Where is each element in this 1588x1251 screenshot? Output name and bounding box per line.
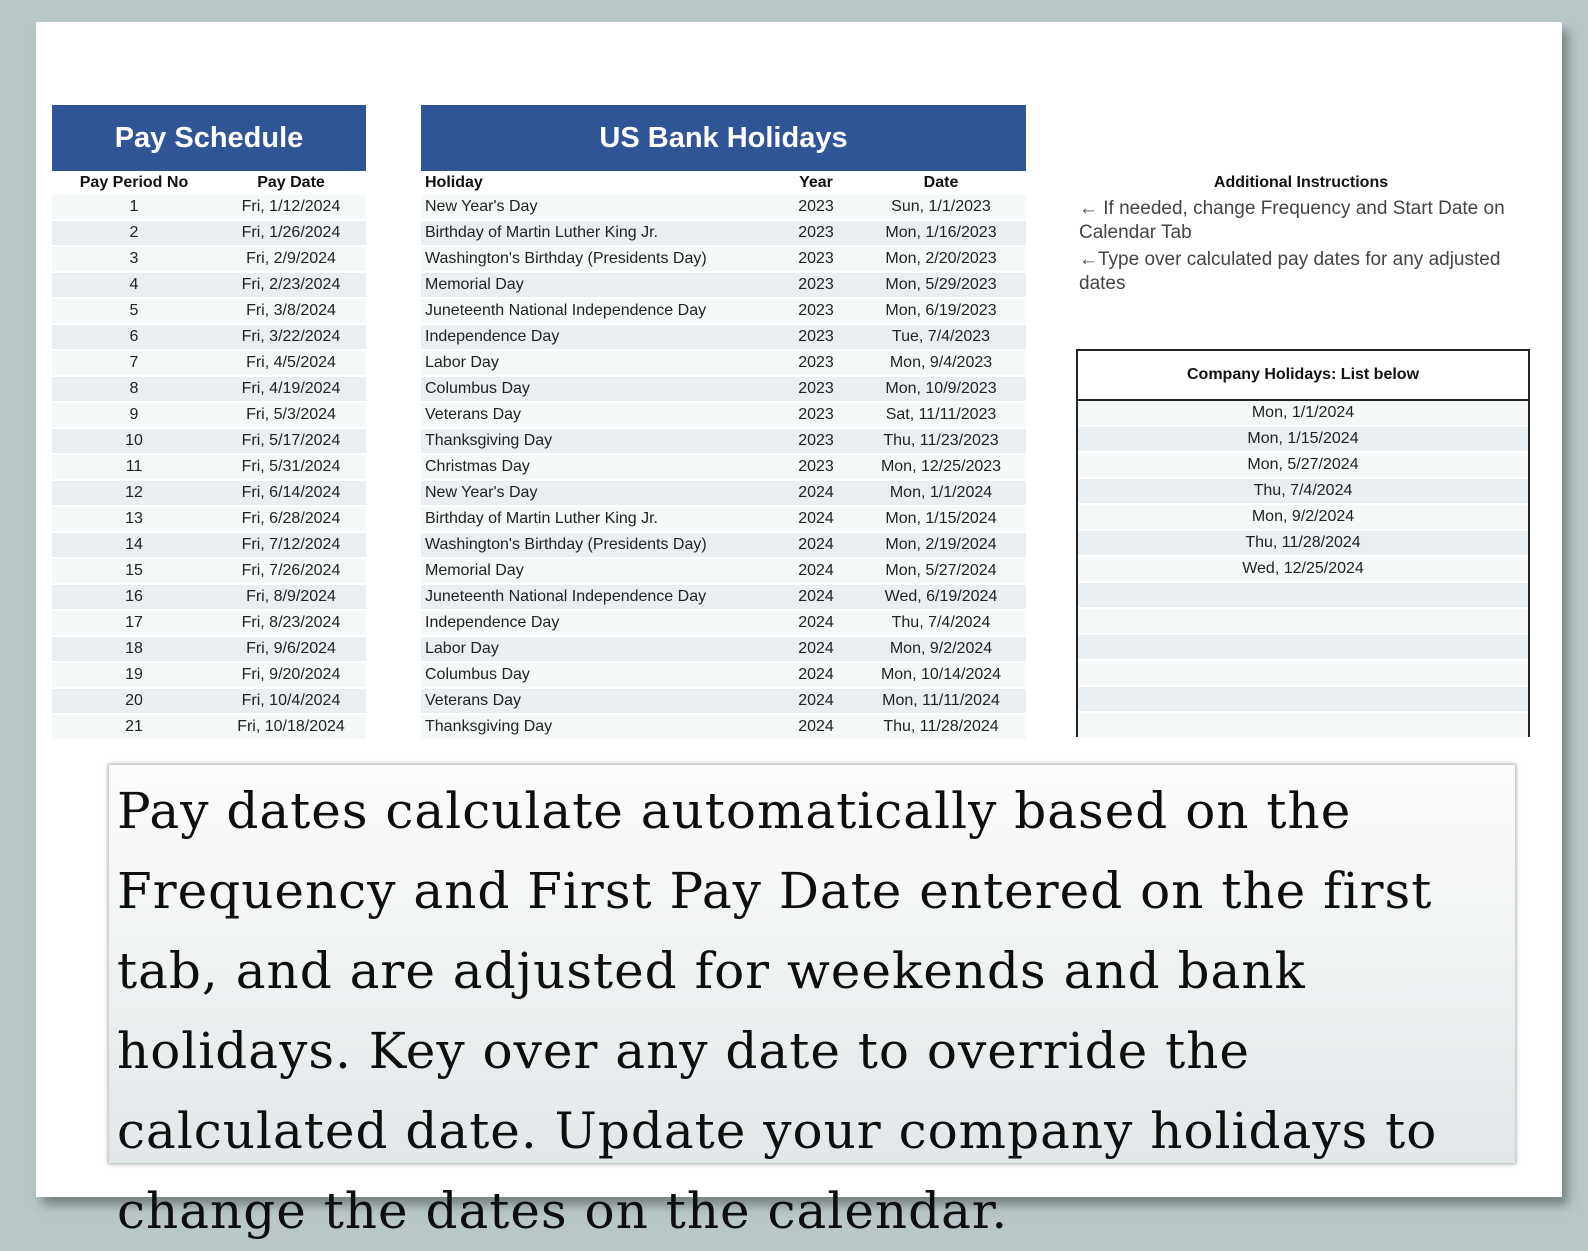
table-row (52, 402, 366, 428)
table-row (52, 195, 366, 220)
holiday-date-cell: Mon, 11/11/2024 (856, 688, 1026, 714)
company-holiday-cell[interactable]: Mon, 1/15/2024 (1078, 427, 1528, 453)
bank-holidays-rows (421, 195, 1026, 740)
pay-date-cell[interactable]: Fri, 9/6/2024 (216, 636, 366, 662)
table-row (421, 324, 1026, 350)
holiday-name-cell: Thanksgiving Day (421, 428, 776, 454)
table-row (421, 480, 1026, 506)
holiday-name-cell: Veterans Day (421, 402, 776, 428)
holiday-date-cell: Sun, 1/1/2023 (856, 195, 1026, 220)
holiday-date-cell: Mon, 10/9/2023 (856, 376, 1026, 402)
table-row (421, 636, 1026, 662)
table-row (52, 558, 366, 584)
pay-period-cell: 21 (52, 714, 216, 740)
instruction-override: ←Type over calculated pay dates for any adjusted dates (1079, 249, 1501, 294)
pay-date-cell[interactable]: Fri, 2/23/2024 (216, 272, 366, 298)
table-row (52, 662, 366, 688)
holiday-date-cell: Mon, 10/14/2024 (856, 662, 1026, 688)
pay-period-cell: 7 (52, 350, 216, 376)
table-row (421, 558, 1026, 584)
spreadsheet-page (36, 22, 1562, 1240)
holiday-date-cell: Wed, 6/19/2024 (856, 584, 1026, 610)
pay-period-cell: 15 (52, 558, 216, 584)
pay-date-cell[interactable]: Fri, 6/14/2024 (216, 480, 366, 506)
pay-date-cell[interactable]: Fri, 1/12/2024 (216, 195, 366, 220)
company-holiday-cell[interactable]: Thu, 7/4/2024 (1078, 479, 1528, 505)
company-holiday-cell[interactable]: Mon, 5/27/2024 (1078, 453, 1528, 479)
holiday-year-cell: 2023 (776, 195, 856, 220)
holiday-name-cell: New Year's Day (421, 195, 776, 220)
holiday-date-cell: Mon, 5/27/2024 (856, 558, 1026, 584)
table-row (421, 246, 1026, 272)
table-row (421, 376, 1026, 402)
pay-period-cell: 1 (52, 195, 216, 220)
holiday-name-cell: Washington's Birthday (Presidents Day) (421, 532, 776, 558)
pay-date-cell[interactable]: Fri, 1/26/2024 (216, 220, 366, 246)
table-row (52, 376, 366, 402)
pay-period-cell: 14 (52, 532, 216, 558)
table-row (421, 688, 1026, 714)
pay-period-cell: 16 (52, 584, 216, 610)
table-row (421, 195, 1026, 220)
pay-period-cell: 5 (52, 298, 216, 324)
pay-date-cell[interactable]: Fri, 3/22/2024 (216, 324, 366, 350)
holiday-year-cell: 2023 (776, 428, 856, 454)
company-holiday-cell[interactable] (1078, 713, 1528, 739)
company-holiday-cell[interactable] (1078, 661, 1528, 687)
company-holiday-cell[interactable] (1078, 635, 1528, 661)
table-row (52, 454, 366, 480)
pay-period-cell: 19 (52, 662, 216, 688)
bank-holidays-title: US Bank Holidays (599, 121, 848, 154)
company-holiday-cell[interactable] (1078, 687, 1528, 713)
holiday-name-cell: Birthday of Martin Luther King Jr. (421, 220, 776, 246)
holiday-name-cell: Christmas Day (421, 454, 776, 480)
table-row (421, 428, 1026, 454)
holiday-name-cell: Independence Day (421, 324, 776, 350)
holiday-year-cell: 2024 (776, 480, 856, 506)
holiday-date-cell: Mon, 1/15/2024 (856, 506, 1026, 532)
holiday-year-cell: 2023 (776, 272, 856, 298)
holiday-name-cell: Independence Day (421, 610, 776, 636)
holiday-name-cell: Columbus Day (421, 662, 776, 688)
table-row (52, 272, 366, 298)
pay-schedule-rows (52, 195, 366, 740)
instruction-frequency: ← If needed, change Frequency and Start Date on Calendar Tab (1079, 198, 1505, 243)
bank-holidays-header (421, 105, 1026, 171)
pay-date-cell[interactable]: Fri, 9/20/2024 (216, 662, 366, 688)
holiday-date-cell: Mon, 5/29/2023 (856, 272, 1026, 298)
table-row (52, 688, 366, 714)
pay-period-cell: 18 (52, 636, 216, 662)
table-row (52, 246, 366, 272)
company-holiday-cell[interactable] (1078, 609, 1528, 635)
table-row (421, 220, 1026, 246)
table-row (52, 324, 366, 350)
pay-schedule-header (52, 105, 366, 171)
pay-date-cell[interactable]: Fri, 6/28/2024 (216, 506, 366, 532)
table-row (421, 272, 1026, 298)
pay-period-cell: 6 (52, 324, 216, 350)
pay-date-cell[interactable]: Fri, 5/31/2024 (216, 454, 366, 480)
table-row (52, 220, 366, 246)
explanation-text: Pay dates calculate automatically based on the Frequency and First Pay Date entered on the first tab, and are adjusted for weekends and bank holidays. Key over any date to override the calculated date. Update your company holidays to change the dates on the calendar. (117, 782, 1438, 1240)
pay-date-cell[interactable]: Fri, 7/12/2024 (216, 532, 366, 558)
table-row (52, 636, 366, 662)
explanation-overlay (108, 764, 1516, 1240)
holiday-name-cell: Juneteenth National Independence Day (421, 298, 776, 324)
pay-date-cell[interactable]: Fri, 3/8/2024 (216, 298, 366, 324)
pay-period-cell: 17 (52, 610, 216, 636)
table-row (421, 662, 1026, 688)
column-header-pay-date: Pay Date (257, 174, 325, 191)
pay-schedule-table (52, 171, 366, 741)
holiday-year-cell: 2023 (776, 350, 856, 376)
pay-date-cell[interactable]: Fri, 4/19/2024 (216, 376, 366, 402)
table-row (52, 298, 366, 324)
table-row (52, 714, 366, 740)
table-row (421, 714, 1026, 740)
holiday-date-cell: Thu, 7/4/2024 (856, 610, 1026, 636)
holiday-year-cell: 2024 (776, 506, 856, 532)
column-header-holiday: Holiday (425, 174, 483, 191)
holiday-year-cell: 2024 (776, 662, 856, 688)
column-header-pay-period: Pay Period No (79, 174, 189, 191)
pay-date-cell[interactable]: Fri, 10/4/2024 (216, 688, 366, 714)
company-holidays-list (1078, 401, 1528, 739)
holiday-date-cell: Mon, 2/20/2023 (856, 246, 1026, 272)
table-row (421, 610, 1026, 636)
table-row (421, 298, 1026, 324)
holiday-year-cell: 2024 (776, 636, 856, 662)
holiday-year-cell: 2023 (776, 402, 856, 428)
company-holiday-cell[interactable]: Mon, 9/2/2024 (1078, 505, 1528, 531)
holiday-year-cell: 2024 (776, 610, 856, 636)
table-row (52, 350, 366, 376)
holiday-name-cell: Columbus Day (421, 376, 776, 402)
holiday-year-cell: 2023 (776, 376, 856, 402)
table-row (52, 506, 366, 532)
company-holiday-cell[interactable]: Thu, 11/28/2024 (1078, 531, 1528, 557)
holiday-date-cell: Mon, 2/19/2024 (856, 532, 1026, 558)
holiday-name-cell: New Year's Day (421, 480, 776, 506)
holiday-name-cell: Labor Day (421, 636, 776, 662)
pay-date-cell[interactable]: Fri, 2/9/2024 (216, 246, 366, 272)
pay-period-cell: 9 (52, 402, 216, 428)
pay-period-cell: 10 (52, 428, 216, 454)
holiday-date-cell: Mon, 9/4/2023 (856, 350, 1026, 376)
pay-period-cell: 3 (52, 246, 216, 272)
table-row (421, 532, 1026, 558)
pay-date-cell[interactable]: Fri, 5/3/2024 (216, 402, 366, 428)
holiday-year-cell: 2024 (776, 688, 856, 714)
column-header-date: Date (923, 174, 959, 191)
pay-period-cell: 13 (52, 506, 216, 532)
holiday-year-cell: 2023 (776, 246, 856, 272)
table-row (52, 532, 366, 558)
company-holiday-cell[interactable] (1078, 583, 1528, 609)
holiday-name-cell: Juneteenth National Independence Day (421, 584, 776, 610)
table-row (421, 506, 1026, 532)
instructions-title: Additional Instructions (1213, 174, 1389, 191)
holiday-year-cell: 2024 (776, 584, 856, 610)
table-row (421, 584, 1026, 610)
pay-period-cell: 8 (52, 376, 216, 402)
pay-period-cell: 11 (52, 454, 216, 480)
table-row (421, 350, 1026, 376)
holiday-name-cell: Veterans Day (421, 688, 776, 714)
pay-period-cell: 2 (52, 220, 216, 246)
holiday-name-cell: Washington's Birthday (Presidents Day) (421, 246, 776, 272)
holiday-year-cell: 2024 (776, 532, 856, 558)
holiday-name-cell: Memorial Day (421, 558, 776, 584)
pay-date-cell[interactable]: Fri, 10/18/2024 (216, 714, 366, 740)
table-row (52, 428, 366, 454)
company-holidays-box (1076, 349, 1530, 737)
holiday-name-cell: Thanksgiving Day (421, 714, 776, 740)
holiday-year-cell: 2023 (776, 298, 856, 324)
holiday-date-cell: Sat, 11/11/2023 (856, 402, 1026, 428)
holiday-date-cell: Thu, 11/23/2023 (856, 428, 1026, 454)
table-row (52, 610, 366, 636)
company-holidays-title: Company Holidays: List below (1078, 351, 1528, 401)
company-holiday-cell[interactable]: Mon, 1/1/2024 (1078, 401, 1528, 427)
pay-date-cell[interactable]: Fri, 8/9/2024 (216, 584, 366, 610)
bank-holidays-table (421, 171, 1026, 741)
holiday-name-cell: Birthday of Martin Luther King Jr. (421, 506, 776, 532)
holiday-year-cell: 2023 (776, 220, 856, 246)
table-row (52, 480, 366, 506)
pay-date-cell[interactable]: Fri, 4/5/2024 (216, 350, 366, 376)
table-row (52, 584, 366, 610)
pay-period-cell: 12 (52, 480, 216, 506)
pay-date-cell[interactable]: Fri, 7/26/2024 (216, 558, 366, 584)
pay-period-cell: 4 (52, 272, 216, 298)
pay-date-cell[interactable]: Fri, 5/17/2024 (216, 428, 366, 454)
holiday-date-cell: Thu, 11/28/2024 (856, 714, 1026, 740)
holiday-name-cell: Memorial Day (421, 272, 776, 298)
company-holiday-cell[interactable]: Wed, 12/25/2024 (1078, 557, 1528, 583)
pay-date-cell[interactable]: Fri, 8/23/2024 (216, 610, 366, 636)
holiday-date-cell: Mon, 1/16/2023 (856, 220, 1026, 246)
holiday-name-cell: Labor Day (421, 350, 776, 376)
holiday-date-cell: Mon, 6/19/2023 (856, 298, 1026, 324)
holiday-date-cell: Mon, 9/2/2024 (856, 636, 1026, 662)
holiday-year-cell: 2024 (776, 558, 856, 584)
holiday-date-cell: Tue, 7/4/2023 (856, 324, 1026, 350)
table-row (421, 402, 1026, 428)
holiday-date-cell: Mon, 12/25/2023 (856, 454, 1026, 480)
holiday-year-cell: 2023 (776, 324, 856, 350)
holiday-year-cell: 2023 (776, 454, 856, 480)
pay-schedule-title: Pay Schedule (114, 121, 304, 154)
table-row (421, 454, 1026, 480)
holiday-year-cell: 2024 (776, 714, 856, 740)
holiday-date-cell: Mon, 1/1/2024 (856, 480, 1026, 506)
column-header-year: Year (799, 174, 833, 191)
pay-period-cell: 20 (52, 688, 216, 714)
